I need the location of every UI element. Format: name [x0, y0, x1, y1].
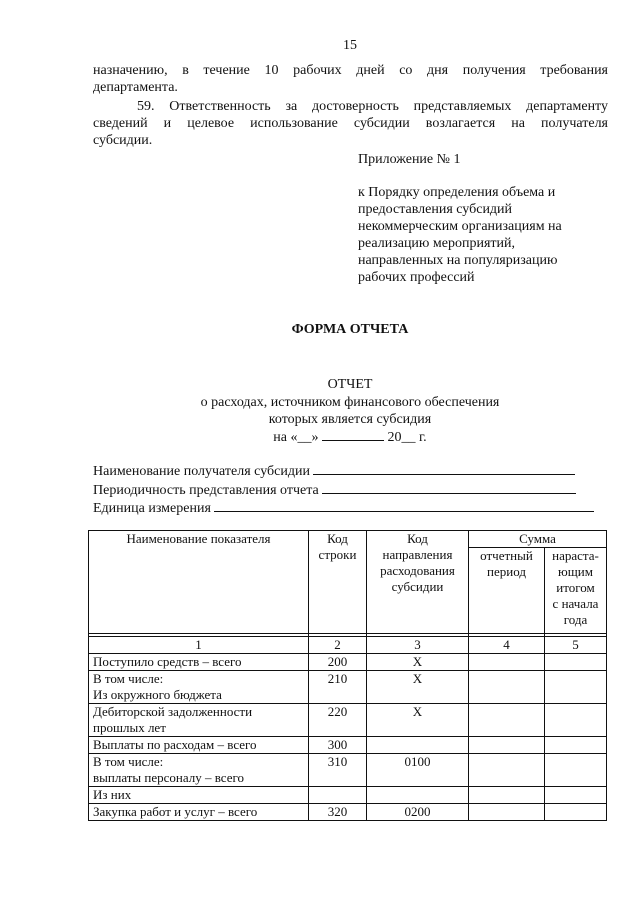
- row-name: В том числе: выплаты персоналу – всего: [89, 754, 309, 787]
- annex-line: реализацию мероприятий,: [358, 236, 515, 251]
- report-table: [88, 530, 607, 821]
- header-cumulative: нараста- ющим итогом с начала года: [545, 548, 607, 634]
- header-row: [89, 531, 607, 548]
- paragraph-line: сведений и целевое использование субсидии возлагается на получателя: [93, 116, 608, 131]
- col-number: 3: [367, 637, 469, 654]
- annex-line: некоммерческим организациям на: [358, 219, 562, 234]
- row-cumulative-value: [545, 671, 607, 704]
- row-period-value: [469, 804, 545, 821]
- paragraph-line: департамента.: [93, 80, 178, 95]
- unit-field: [93, 499, 594, 517]
- table-row: [89, 804, 607, 821]
- row-period-value: [469, 671, 545, 704]
- header-reporting-period: отчетный период: [469, 548, 545, 634]
- header-sum: Сумма: [469, 531, 607, 548]
- row-name: Дебиторской задолженности прошлых лет: [89, 704, 309, 737]
- row-direction: 0200: [367, 804, 469, 821]
- form-title: ФОРМА ОТЧЕТА: [291, 322, 409, 337]
- report-date-line: [0, 428, 640, 446]
- row-code: 200: [309, 654, 367, 671]
- annex-line: предоставления субсидий: [358, 202, 513, 217]
- header-indicator-name: Наименование показателя: [89, 531, 309, 634]
- row-name: Из них: [89, 787, 309, 804]
- row-period-value: [469, 654, 545, 671]
- row-cumulative-value: [545, 804, 607, 821]
- header-code-row: Код строки: [309, 531, 367, 634]
- row-direction: [367, 787, 469, 804]
- paragraph-continuation: [93, 62, 608, 96]
- annex-line: направленных на популяризацию: [358, 253, 558, 268]
- row-cumulative-value: [545, 704, 607, 737]
- table-row: [89, 654, 607, 671]
- column-number-row: [89, 637, 607, 654]
- paragraph-line: назначению, в течение 10 рабочих дней со дня получения требования: [93, 63, 608, 78]
- paragraph-line: 59. Ответственность за достоверность представляемых департаменту: [137, 99, 608, 114]
- row-code: 310: [309, 754, 367, 787]
- row-period-value: [469, 704, 545, 737]
- recipient-blank: [313, 462, 575, 475]
- row-direction: X: [367, 671, 469, 704]
- row-period-value: [469, 787, 545, 804]
- row-code: 320: [309, 804, 367, 821]
- col-number: 2: [309, 637, 367, 654]
- report-subtitle-2: которых является субсидия: [268, 412, 432, 427]
- col-number: 1: [89, 637, 309, 654]
- periodicity-field: [93, 481, 576, 499]
- col-number: 4: [469, 637, 545, 654]
- row-name: В том числе: Из окружного бюджета: [89, 671, 309, 704]
- row-name: Выплаты по расходам – всего: [89, 737, 309, 754]
- unit-label: Единица измерения: [93, 501, 211, 516]
- recipient-label: Наименование получателя субсидии: [93, 464, 310, 479]
- row-name: Закупка работ и услуг – всего: [89, 804, 309, 821]
- row-cumulative-value: [545, 654, 607, 671]
- date-month-blank: [322, 428, 384, 441]
- header-code-direction: Код направления расходования субсидии: [367, 531, 469, 634]
- table-row: [89, 787, 607, 804]
- report-title: ОТЧЕТ: [327, 377, 373, 392]
- row-name: Поступило средств – всего: [89, 654, 309, 671]
- page-number: 15: [343, 38, 357, 53]
- unit-blank: [214, 499, 594, 512]
- date-prefix: на «__»: [273, 430, 319, 445]
- report-subtitle-1: о расходах, источником финансового обеспечения: [200, 395, 500, 410]
- table-row: [89, 704, 607, 737]
- row-cumulative-value: [545, 787, 607, 804]
- recipient-field: [93, 462, 575, 480]
- date-year: 20__ г.: [387, 430, 427, 445]
- row-code: 300: [309, 737, 367, 754]
- paragraph-line: субсидии.: [93, 133, 153, 148]
- row-cumulative-value: [545, 754, 607, 787]
- table-row: [89, 754, 607, 787]
- row-code: 220: [309, 704, 367, 737]
- row-period-value: [469, 754, 545, 787]
- paragraph-59: [93, 98, 608, 149]
- row-code: 210: [309, 671, 367, 704]
- annex-line: рабочих профессий: [358, 270, 475, 285]
- row-direction: X: [367, 654, 469, 671]
- annex-line: к Порядку определения объема и: [358, 185, 556, 200]
- row-period-value: [469, 737, 545, 754]
- row-direction: 0100: [367, 754, 469, 787]
- annex-text: [358, 184, 562, 286]
- table-row: [89, 671, 607, 704]
- annex-title: Приложение № 1: [358, 152, 461, 167]
- row-direction: [367, 737, 469, 754]
- col-number: 5: [545, 637, 607, 654]
- row-direction: X: [367, 704, 469, 737]
- row-cumulative-value: [545, 737, 607, 754]
- row-code: [309, 787, 367, 804]
- periodicity-label: Периодичность представления отчета: [93, 483, 319, 498]
- periodicity-blank: [322, 481, 576, 494]
- table-row: [89, 737, 607, 754]
